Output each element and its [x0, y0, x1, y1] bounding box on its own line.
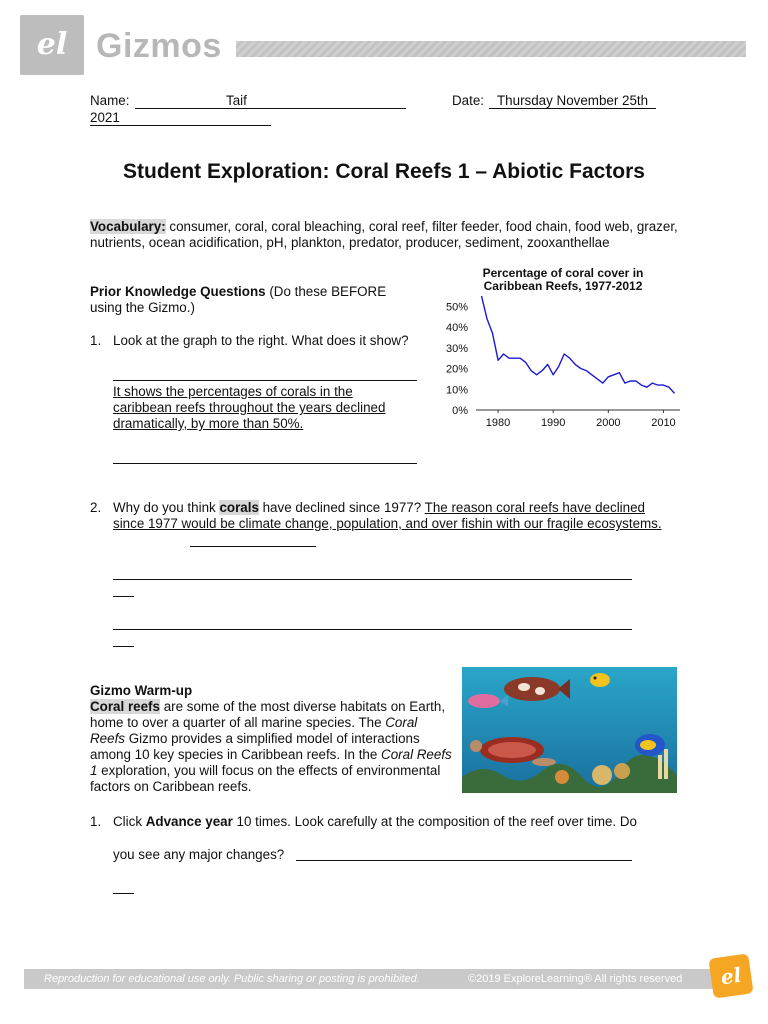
name-underline [135, 108, 406, 109]
prior-knowledge-heading [90, 284, 410, 316]
date-underline-2 [90, 125, 271, 126]
chart-x-tick-label: 2000 [596, 417, 621, 429]
chart-y-tick-label: 50% [445, 301, 468, 314]
footer-copyright: ©2019 ExploreLearning® All rights reserved [468, 973, 683, 985]
warmup-q1-after: 10 times. Look carefully at the composition of the reef over time. Do [232, 814, 637, 829]
warmup-text-3: exploration, you will focus on the effects of environmental factors on Caribbean reefs. [90, 763, 441, 794]
chart-title-line-2: Caribbean Reefs, 1977-2012 [483, 279, 643, 293]
warmup-q1-text [113, 814, 637, 830]
warmup-heading: Gizmo Warm-up [90, 683, 193, 698]
q2-block [113, 500, 673, 532]
q1-answer-line-top [113, 380, 417, 381]
vocabulary-label: Vocabulary: [90, 219, 166, 234]
footer-notice: Reproduction for educational use only. Public sharing or posting is prohibited. [44, 973, 420, 985]
name-label: Name: [90, 93, 130, 108]
vocabulary [90, 219, 690, 251]
q2-blank-line-2-end [113, 646, 134, 647]
chart-x-tick-label: 1990 [540, 417, 566, 429]
q1-answer[interactable]: It shows the percentages of corals in the caribbean reefs throughout the years declined dramatically, by more than 50%. [113, 384, 386, 431]
warmup-italic-2: Coral Reefs 1 [90, 747, 452, 778]
warmup-italic-1: Coral Reefs [90, 715, 418, 746]
q2-blank-line-1-end [113, 596, 134, 597]
chart-series-line [482, 296, 675, 393]
q2-text-after: have declined since 1977? [258, 500, 425, 515]
coral-reef-illustration [462, 667, 677, 793]
footer-logo-glyph: el [719, 962, 743, 990]
date-field[interactable]: Thursday November 25th [497, 93, 649, 108]
warmup-q1-before: Click [113, 814, 146, 829]
vocabulary-terms: consumer, coral, coral bleaching, coral reef, filter feeder, food chain, food web, grazer, nutrients, ocean acidification, pH, plankton, predator, producer, sediment, zooxanthellae [90, 219, 678, 250]
q2-highlight: corals [219, 500, 259, 515]
name-field[interactable]: Taif [226, 93, 247, 108]
warmup-body [90, 699, 455, 795]
warmup-q1-answer-line[interactable] [296, 860, 632, 861]
chart-y-tick-label: 20% [445, 363, 468, 376]
q2-blank-line-1[interactable] [113, 579, 632, 580]
warmup-highlight: Coral reefs [90, 699, 160, 714]
prior-knowledge-note: (Do these BEFORE using the Gizmo.) [90, 284, 387, 315]
chart-x-tick-label: 1980 [485, 417, 511, 429]
page-title: Student Exploration: Coral Reefs 1 – Abiotic Factors [123, 160, 645, 183]
q2-blank-line-2[interactable] [113, 629, 632, 630]
chart-y-tick-label: 10% [445, 384, 468, 397]
chart-x-tick-label: 2010 [651, 417, 676, 429]
logo-glyph: el [36, 27, 68, 62]
coral-cover-chart [436, 262, 686, 432]
yellow-tang-icon [590, 673, 610, 687]
warmup-q1-cont: you see any major changes? [113, 847, 285, 862]
header-bar [236, 41, 746, 57]
q2-answer[interactable]: The reason coral reefs have declined since 1977 would be climate change, population, and over fishin with our fragile ecosystems. [113, 500, 662, 531]
footer-logo-icon [708, 953, 753, 998]
chart-y-tick-label: 0% [452, 405, 468, 417]
q1-answer-line-bottom [113, 463, 417, 464]
warmup-text-2: Gizmo provides a simplified model of interactions among 10 key species in Caribbean reefs. In the [90, 731, 420, 762]
q1-text: Look at the graph to the right. What does it show? [113, 333, 409, 348]
q1-number: 1. [90, 333, 102, 348]
q2-text-before: Why do you think [113, 500, 220, 515]
prior-knowledge-title: Prior Knowledge Questions [90, 284, 266, 299]
explorelearning-logo [20, 15, 84, 75]
date-field-continued[interactable]: 2021 [90, 110, 120, 125]
q2-answer-tail-line [190, 546, 316, 547]
chart-title-line-1: Percentage of coral cover in [482, 266, 644, 280]
chart-y-tick-label: 40% [445, 322, 468, 335]
chart-y-tick-label: 30% [445, 342, 468, 355]
angelfish-icon [635, 734, 665, 756]
warmup-q1-answer-line-end [113, 893, 134, 894]
date-label: Date: [452, 93, 485, 108]
warmup-q1-bold: Advance year [145, 814, 233, 829]
warmup-text-1: are some of the most diverse habitats on Earth, home to over a quarter of all marine species. The [90, 699, 446, 730]
brand-title: Gizmos [96, 27, 222, 65]
warmup-q1-number: 1. [90, 814, 102, 829]
q2-number: 2. [90, 500, 102, 515]
